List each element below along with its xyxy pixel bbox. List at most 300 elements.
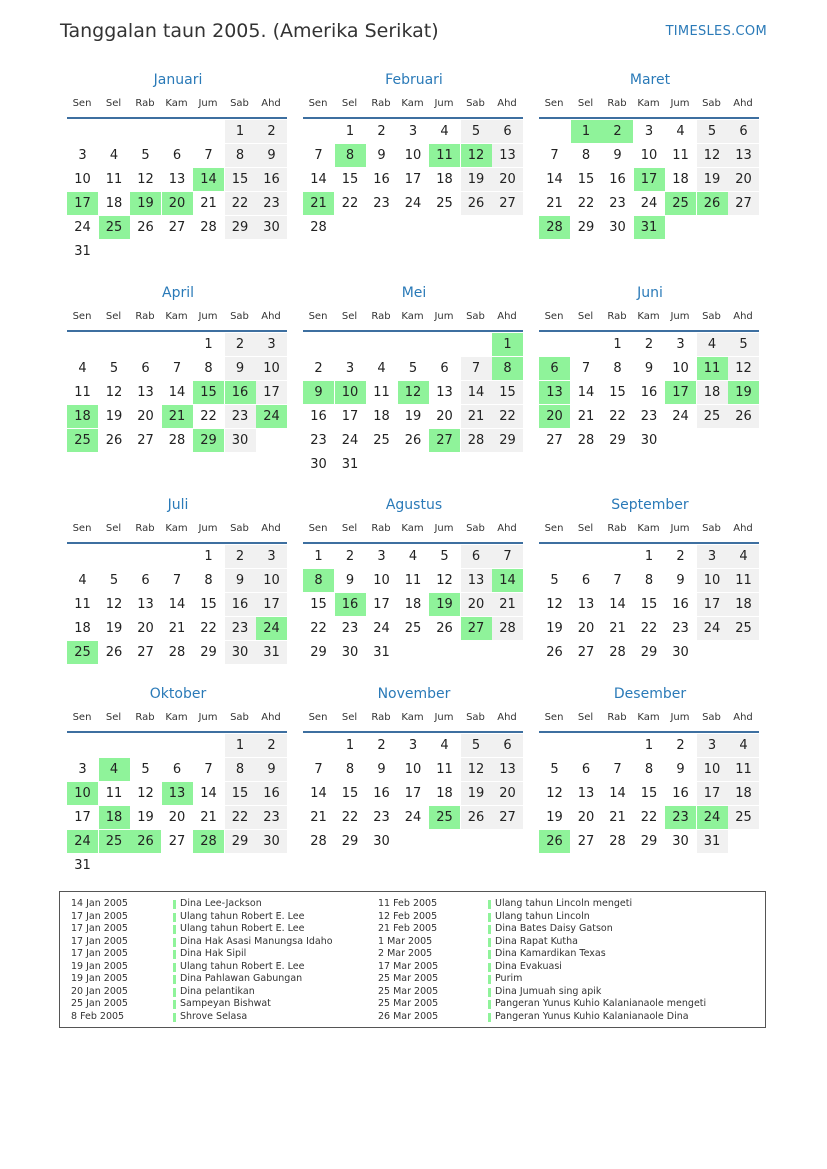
day-grid [303,734,525,884]
day-cell: 6 [581,762,591,777]
day-cell: 22 [225,806,256,829]
weekday-label: Rab [607,523,627,534]
day-cell: 22 [341,810,359,825]
weekday-label: Kam [165,98,188,109]
holiday-day-cell: 6 [539,357,570,380]
holiday-day-cell: 25 [67,429,98,452]
day-cell: 20 [436,409,453,424]
day-cell: 17 [697,782,728,805]
day-cell: 29 [310,645,327,660]
day-cell: 18 [436,786,453,801]
day-cell: 21 [609,810,626,825]
day-cell: 3 [644,124,654,139]
day-cell: 27 [492,806,523,829]
weekday-label: Jum [198,98,218,109]
day-cell: 21 [168,621,186,636]
day-cell: 14 [310,786,327,801]
brand-logo[interactable]: TIMESLES.COM [665,24,767,39]
day-cell: 2 [256,120,287,143]
day-cell: 21 [492,593,523,616]
holiday-day-cell: 21 [303,192,334,215]
day-cell: 24 [640,196,658,211]
day-cell: 3 [377,549,386,564]
day-cell: 13 [492,144,523,167]
day-cell: 8 [345,762,355,777]
weekday-label: Sen [308,523,328,534]
weekday-label: Sel [577,712,594,723]
day-cell: 4 [78,361,87,376]
day-cell: 27 [577,645,595,660]
day-cell: 4 [440,738,449,753]
legend-col-2-names [488,898,706,1023]
day-cell: 20 [492,782,523,805]
legend-date: 20 Jan 2005 [71,985,128,997]
day-cell: 6 [141,573,150,588]
day-cell: 10 [697,569,728,592]
legend-col-2-dates [378,898,438,1023]
weekday-label: Sen [308,98,328,109]
legend-holiday-name: Dina Bates Daisy Gatson [488,923,706,936]
day-cell: 25 [436,196,453,211]
day-cell: 31 [74,244,91,259]
day-cell: 7 [172,361,182,376]
weekday-label: Kam [165,523,188,534]
day-cell: 17 [697,593,728,616]
day-cell: 25 [728,617,759,640]
weekday-label: Jum [198,311,218,322]
day-cell: 11 [728,569,759,592]
day-cell: 19 [105,409,123,424]
day-cell: 23 [609,196,626,211]
day-cell: 13 [137,597,154,612]
weekday-label: Sel [105,523,122,534]
day-cell: 10 [373,573,390,588]
legend-date: 17 Jan 2005 [71,923,128,934]
day-cell: 27 [137,645,154,660]
day-cell: 20 [577,621,595,636]
header-rule [303,330,523,332]
month-name: Mei [401,285,427,301]
day-cell: 21 [609,621,626,636]
day-cell: 16 [609,172,626,187]
legend-date: 2 Mar 2005 [378,948,433,959]
day-cell: 6 [461,545,492,568]
day-cell: 20 [461,593,492,616]
day-cell: 31 [74,858,91,873]
weekday-label: Sel [105,98,122,109]
day-cell: 2 [345,549,355,564]
day-cell: 4 [676,124,685,139]
day-cell: 6 [172,148,182,163]
legend-date: 17 Jan 2005 [71,948,128,959]
day-cell: 2 [225,333,256,356]
weekday-label: Jum [434,712,454,723]
day-cell: 28 [168,645,186,660]
day-grid [67,333,289,483]
day-cell: 2 [314,361,323,376]
day-cell: 17 [256,381,287,404]
holiday-day-cell: 25 [67,641,98,664]
day-grid [539,545,761,695]
month-name: Januari [153,72,203,88]
weekday-label: Sel [341,523,358,534]
holiday-day-cell: 24 [256,405,287,428]
day-cell: 13 [728,144,759,167]
day-cell: 23 [225,405,256,428]
holiday-day-cell: 8 [303,569,334,592]
day-cell: 23 [373,196,390,211]
holiday-day-cell: 14 [492,569,523,592]
day-cell: 19 [404,409,422,424]
holiday-day-cell: 25 [99,216,130,239]
day-cell: 8 [225,144,256,167]
legend-date: 1 Mar 2005 [378,935,433,947]
weekday-label: Sab [230,712,249,723]
header-rule [539,117,759,119]
day-cell: 9 [676,762,685,777]
day-cell: 1 [345,124,355,139]
weekday-label: Sen [72,311,92,322]
day-cell: 19 [697,168,728,191]
day-cell: 6 [492,734,523,757]
day-cell: 9 [256,144,287,167]
day-cell: 31 [341,457,359,472]
day-cell: 26 [546,645,563,660]
day-cell: 8 [581,148,591,163]
day-cell: 9 [345,573,355,588]
day-cell: 24 [74,220,91,235]
header-rule [303,117,523,119]
day-cell: 14 [310,172,327,187]
legend-date: 17 Mar 2005 [378,960,439,972]
day-cell: 30 [256,830,287,853]
day-cell: 1 [225,734,256,757]
day-cell: 4 [697,333,728,356]
day-cell: 19 [546,621,563,636]
holiday-day-cell: 8 [492,357,523,380]
legend-date: 17 Jan 2005 [71,935,128,947]
day-cell: 20 [137,621,154,636]
legend-holiday-name: Ulang tahun Lincoln mengeti [488,898,706,911]
header-rule [67,117,287,119]
day-cell: 18 [74,621,91,636]
day-cell: 10 [74,172,91,187]
day-cell: 26 [105,645,123,660]
weekday-label: Rab [135,311,155,322]
day-grid [539,120,761,270]
day-cell: 24 [373,621,390,636]
day-cell: 14 [609,786,626,801]
day-cell: 19 [461,168,492,191]
legend-holiday-name: Dina Rapat Kutha [488,936,706,949]
day-cell: 28 [310,220,327,235]
weekday-label: Sen [72,98,92,109]
day-cell: 18 [728,782,759,805]
day-cell: 13 [577,597,595,612]
month-name: Desember [613,686,687,702]
weekday-label: Ahd [261,523,281,534]
day-cell: 14 [609,597,626,612]
holiday-day-cell: 10 [67,782,98,805]
day-cell: 4 [440,124,449,139]
day-cell: 6 [440,361,449,376]
day-cell: 27 [546,433,563,448]
weekday-header [539,712,761,730]
day-cell: 12 [105,385,123,400]
day-cell: 9 [225,569,256,592]
header-rule [539,330,759,332]
day-cell: 18 [728,593,759,616]
holiday-day-cell: 25 [429,806,460,829]
day-cell: 15 [200,597,217,612]
day-cell: 1 [644,549,654,564]
day-cell: 22 [609,409,626,424]
day-cell: 6 [141,361,150,376]
day-cell: 9 [225,357,256,380]
weekday-header [539,311,761,329]
holiday-day-cell: 29 [193,429,224,452]
weekday-label: Sab [466,712,485,723]
holiday-day-cell: 17 [67,192,98,215]
day-cell: 1 [314,549,323,564]
weekday-label: Ahd [733,523,753,534]
day-cell: 11 [436,762,453,777]
day-cell: 4 [377,361,386,376]
day-cell: 12 [137,172,154,187]
day-cell: 26 [461,192,492,215]
day-cell: 1 [345,738,355,753]
holiday-day-cell: 17 [665,381,696,404]
day-cell: 22 [492,405,523,428]
day-cell: 6 [581,573,591,588]
day-cell: 16 [640,385,658,400]
day-cell: 17 [404,172,422,187]
day-cell: 5 [461,120,492,143]
day-cell: 17 [256,593,287,616]
day-cell: 30 [640,433,658,448]
day-cell: 2 [377,124,386,139]
weekday-label: Rab [607,712,627,723]
day-cell: 31 [373,645,390,660]
day-cell: 30 [256,216,287,239]
legend-date: 19 Jan 2005 [71,960,128,972]
day-cell: 4 [78,573,87,588]
day-cell: 11 [728,758,759,781]
weekday-label: Sab [702,98,721,109]
day-cell: 13 [461,569,492,592]
day-cell: 7 [492,545,523,568]
weekday-label: Sen [72,712,92,723]
weekday-label: Rab [607,311,627,322]
day-cell: 27 [168,220,186,235]
day-cell: 15 [492,381,523,404]
holiday-day-cell: 19 [130,192,161,215]
month-name: Oktober [149,686,207,702]
day-cell: 12 [546,597,563,612]
day-cell: 22 [225,192,256,215]
day-cell: 29 [640,834,658,849]
holiday-day-cell: 14 [193,168,224,191]
day-cell: 29 [225,216,256,239]
month-name: September [611,497,689,513]
day-cell: 18 [404,597,422,612]
month-name: Juli [167,497,189,513]
holiday-day-cell: 23 [665,806,696,829]
day-cell: 12 [105,597,123,612]
legend-holiday-name: Pangeran Yunus Kuhio Kalanianaole Dina [488,1011,706,1024]
day-cell: 5 [440,549,449,564]
weekday-label: Sen [544,712,564,723]
day-cell: 23 [341,621,359,636]
holiday-day-cell: 24 [67,830,98,853]
holiday-day-cell: 11 [429,144,460,167]
day-cell: 2 [676,738,685,753]
day-cell: 19 [137,810,154,825]
legend-holiday-name: Sampeyan Bishwat [173,998,333,1011]
legend-holiday-name: Dina Kamardikan Texas [488,948,706,961]
holiday-day-cell: 28 [193,830,224,853]
weekday-header [67,523,289,541]
day-cell: 24 [404,196,422,211]
holiday-day-cell: 20 [162,192,193,215]
weekday-label: Rab [371,523,391,534]
day-cell: 16 [256,168,287,191]
day-cell: 12 [697,144,728,167]
day-cell: 8 [225,758,256,781]
header-rule [67,330,287,332]
legend-date: 21 Feb 2005 [378,923,438,934]
weekday-label: Ahd [497,311,517,322]
day-cell: 10 [640,148,658,163]
day-cell: 10 [256,569,287,592]
day-cell: 16 [373,172,390,187]
month-name: November [377,686,451,702]
weekday-label: Sab [466,311,485,322]
weekday-label: Ahd [261,98,281,109]
day-grid [67,120,289,270]
header-rule [303,731,523,733]
day-cell: 17 [74,810,91,825]
day-cell: 27 [492,192,523,215]
day-cell: 2 [377,738,386,753]
day-cell: 29 [577,220,595,235]
month-name: Februari [385,72,443,88]
holiday-day-cell: 26 [697,192,728,215]
weekday-label: Ahd [497,523,517,534]
holiday-day-cell: 8 [335,144,366,167]
weekday-label: Jum [434,311,454,322]
day-cell: 25 [728,806,759,829]
day-cell: 29 [609,433,626,448]
day-cell: 2 [676,549,685,564]
day-cell: 9 [256,758,287,781]
holiday-day-cell: 13 [162,782,193,805]
holiday-day-cell: 1 [571,120,602,143]
day-cell: 28 [577,433,595,448]
weekday-label: Sab [702,523,721,534]
day-cell: 13 [577,786,595,801]
day-cell: 16 [225,593,256,616]
day-cell: 15 [640,597,658,612]
holiday-day-cell: 4 [99,758,130,781]
legend-holiday-name: Dina Evakuasi [488,961,706,974]
legend-holiday-name: Ulang tahun Robert E. Lee [173,911,333,924]
day-cell: 3 [697,545,728,568]
header-rule [67,731,287,733]
weekday-label: Sen [308,311,328,322]
weekday-label: Sen [544,311,564,322]
holiday-day-cell: 11 [697,357,728,380]
day-cell: 27 [168,834,186,849]
day-cell: 16 [672,597,689,612]
day-cell: 26 [461,806,492,829]
day-cell: 7 [204,148,213,163]
day-cell: 2 [256,734,287,757]
day-cell: 26 [137,220,154,235]
weekday-label: Sab [230,523,249,534]
day-cell: 14 [168,597,186,612]
legend-holiday-name: Shrove Selasa [173,1011,333,1024]
weekday-label: Jum [670,311,690,322]
weekday-label: Sel [341,712,358,723]
weekday-label: Sel [341,98,358,109]
weekday-header [67,98,289,116]
day-cell: 21 [577,409,595,424]
day-cell: 23 [225,617,256,640]
holiday-day-cell: 17 [634,168,665,191]
day-cell: 22 [200,409,217,424]
day-grid [539,333,761,483]
day-cell: 23 [672,621,689,636]
day-cell: 8 [613,361,622,376]
day-cell: 16 [310,409,327,424]
day-cell: 27 [577,834,595,849]
legend-date: 25 Mar 2005 [378,998,439,1009]
day-cell: 9 [644,361,654,376]
weekday-label: Kam [637,98,660,109]
weekday-header [303,98,525,116]
day-cell: 5 [728,333,759,356]
day-cell: 30 [310,457,327,472]
day-cell: 1 [613,337,622,352]
weekday-label: Sel [577,523,594,534]
day-cell: 16 [373,786,390,801]
day-cell: 23 [256,192,287,215]
legend-date: 25 Mar 2005 [378,973,439,984]
day-cell: 11 [74,597,91,612]
day-cell: 7 [581,361,591,376]
month-name: Juni [637,285,663,301]
legend-date: 25 Jan 2005 [71,998,128,1009]
weekday-label: Sab [702,311,721,322]
weekday-label: Sen [544,523,564,534]
day-cell: 9 [377,762,386,777]
day-cell: 30 [225,641,256,664]
day-cell: 19 [546,810,563,825]
month-name: Maret [629,72,671,88]
day-cell: 12 [546,786,563,801]
day-grid [67,734,289,884]
day-cell: 8 [204,573,213,588]
day-cell: 24 [697,617,728,640]
weekday-label: Kam [165,311,188,322]
month-name: April [162,285,194,301]
day-cell: 28 [310,834,327,849]
day-cell: 3 [697,734,728,757]
day-cell: 17 [341,409,359,424]
holiday-day-cell: 16 [335,593,366,616]
day-cell: 8 [644,573,654,588]
